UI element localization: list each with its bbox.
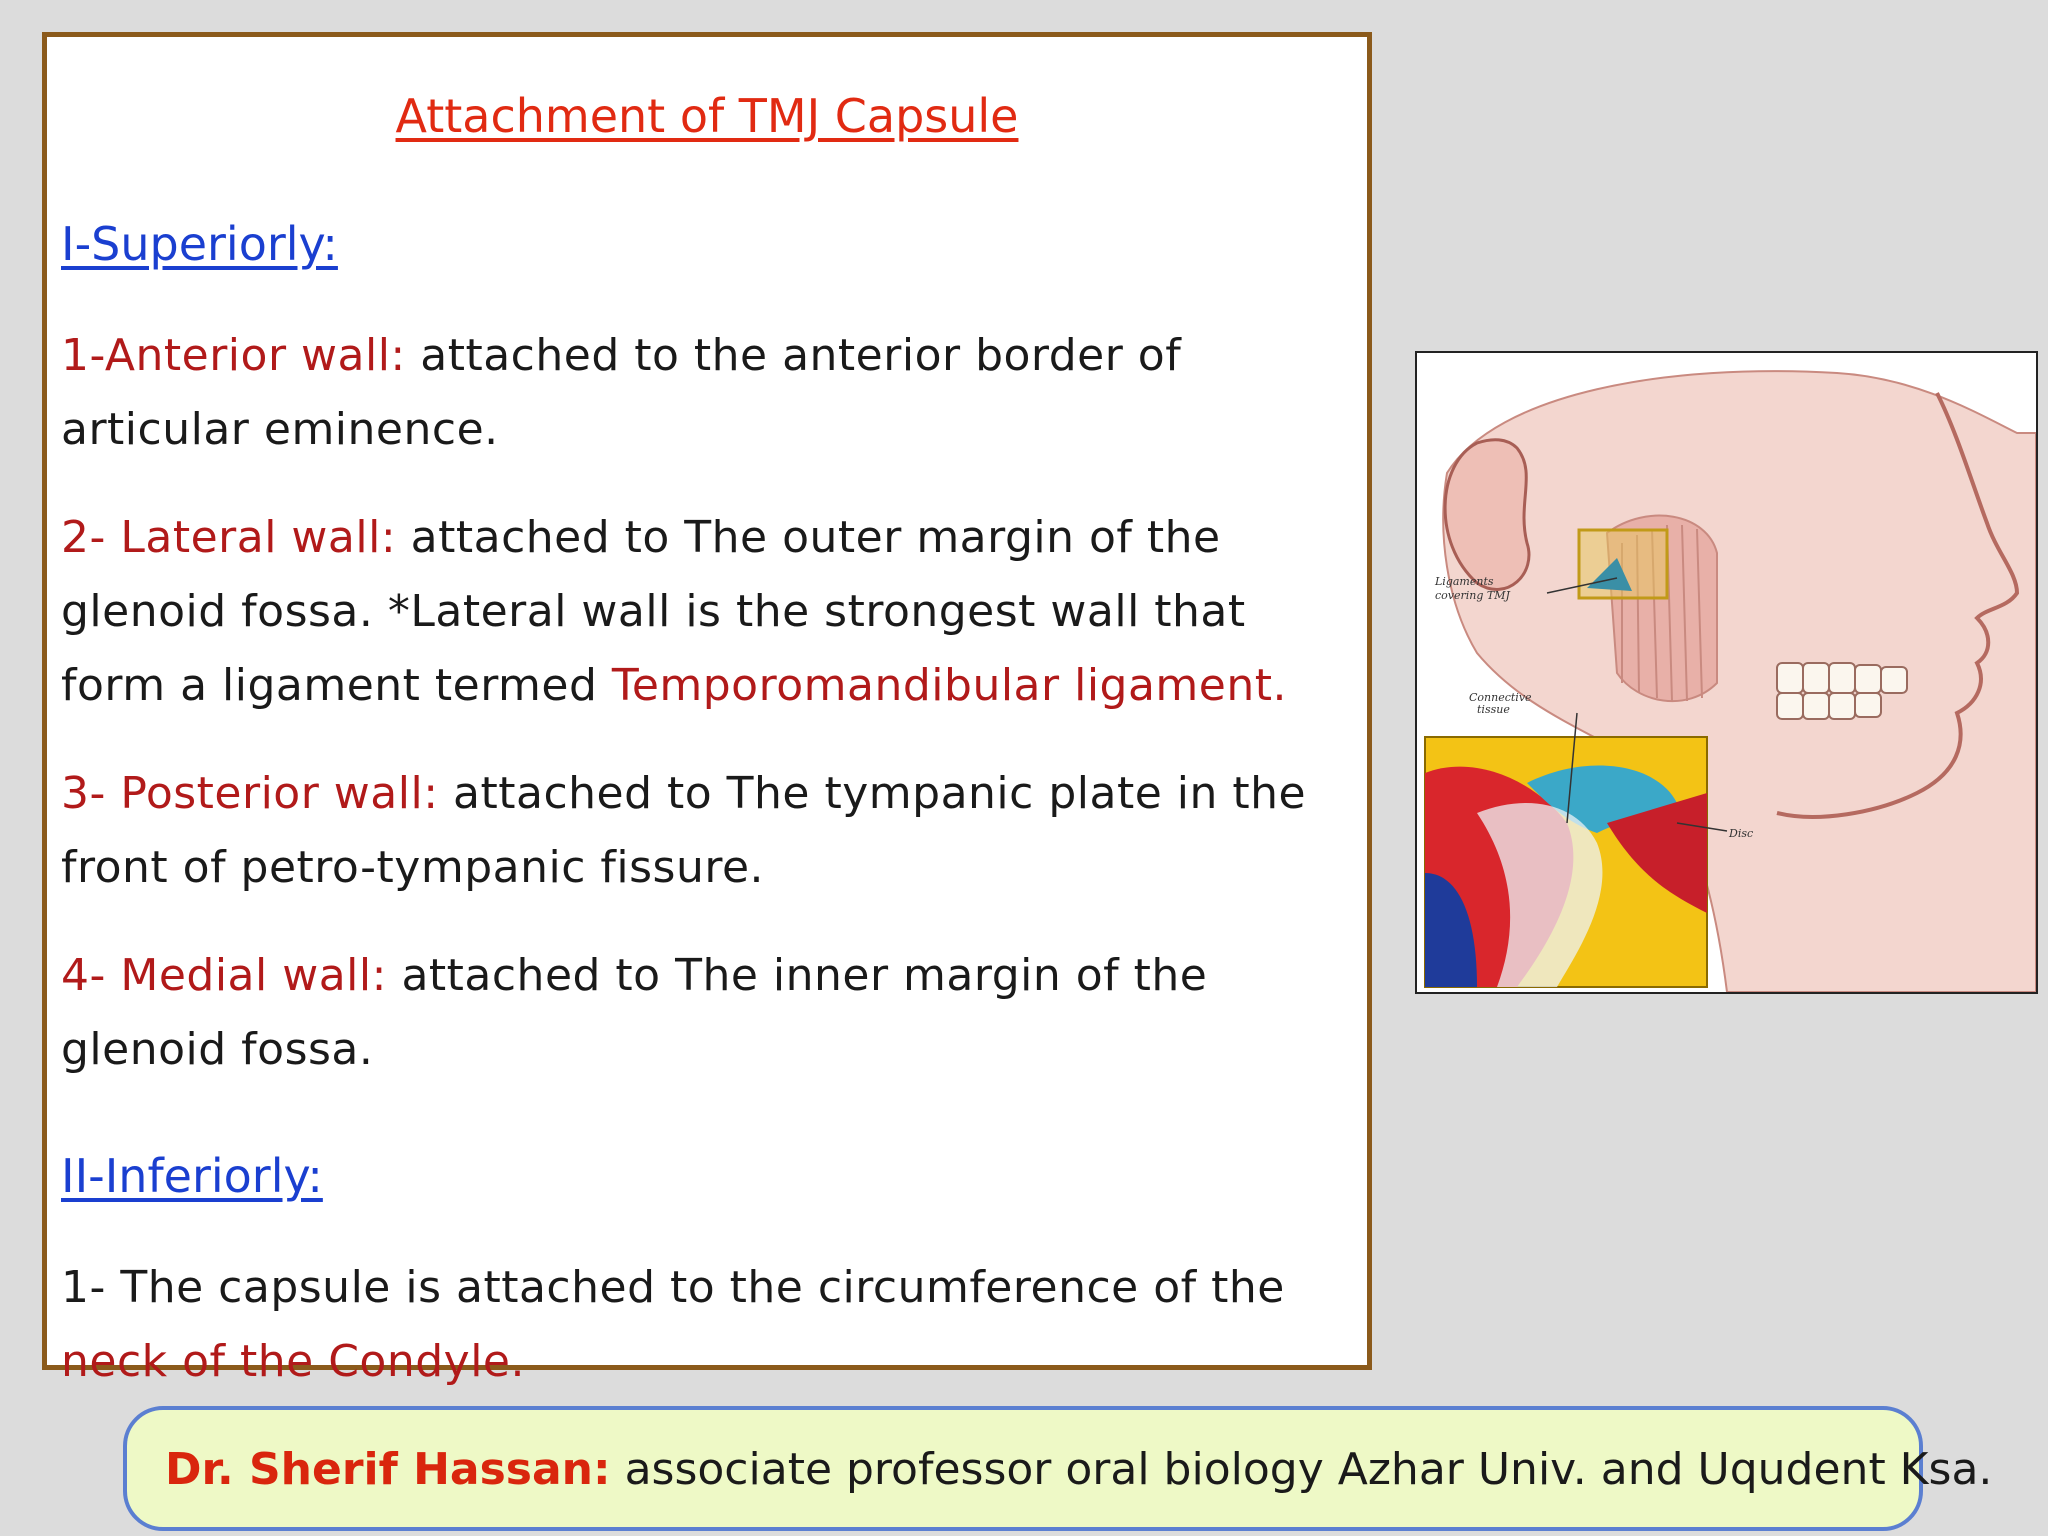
label-ligaments-2: covering TMJ bbox=[1435, 589, 1510, 602]
label-connective-2: tissue bbox=[1477, 703, 1510, 716]
item-medial-wall bbox=[61, 939, 1361, 1087]
item-highlight: Temporomandibular ligament. bbox=[611, 660, 1287, 711]
slide-title: Attachment of TMJ Capsule bbox=[395, 89, 1019, 143]
inset-detail bbox=[1425, 713, 1727, 987]
item-lateral-wall bbox=[61, 501, 1361, 723]
item-text: attached to the anterior border of articular eminence. bbox=[61, 330, 1182, 455]
item-text: 1- The capsule is attached to the circumference of the bbox=[61, 1262, 1285, 1313]
label-connective: Connective bbox=[1469, 691, 1532, 704]
author-affiliation: associate professor oral biology Azhar Univ. and Uqudent Ksa. bbox=[610, 1444, 1993, 1495]
item-anterior-wall bbox=[61, 319, 1361, 467]
tmj-illustration bbox=[1415, 351, 2038, 994]
item-posterior-wall bbox=[61, 757, 1361, 905]
item-highlight: neck of the Condyle. bbox=[61, 1336, 525, 1387]
content-panel bbox=[42, 32, 1372, 1387]
item-label: 4- Medial wall: bbox=[61, 950, 387, 1001]
item-text: attached to The tympanic plate in the front of petro-tympanic fissure. bbox=[61, 768, 1307, 893]
item-condyle-neck bbox=[61, 1251, 1361, 1399]
heading-superiorly: I-Superiorly: bbox=[61, 217, 338, 271]
author-footer bbox=[123, 1406, 1993, 1531]
heading-inferiorly: II-Inferiorly: bbox=[61, 1149, 323, 1203]
item-label: 1-Anterior wall: bbox=[61, 330, 406, 381]
label-disc: Disc bbox=[1729, 827, 1754, 840]
item-text: attached to The inner margin of the glenoid fossa. bbox=[61, 950, 1208, 1075]
label-ligaments: Ligaments bbox=[1435, 575, 1494, 588]
item-label: 3- Posterior wall: bbox=[61, 768, 439, 819]
item-text: attached to The outer margin of the glenoid fossa. *Lateral wall is the strongest wall that form a ligament termed bbox=[61, 512, 1246, 711]
author-name: Dr. Sherif Hassan: bbox=[165, 1444, 611, 1495]
footer-text bbox=[165, 1444, 1992, 1495]
item-label: 2- Lateral wall: bbox=[61, 512, 397, 563]
